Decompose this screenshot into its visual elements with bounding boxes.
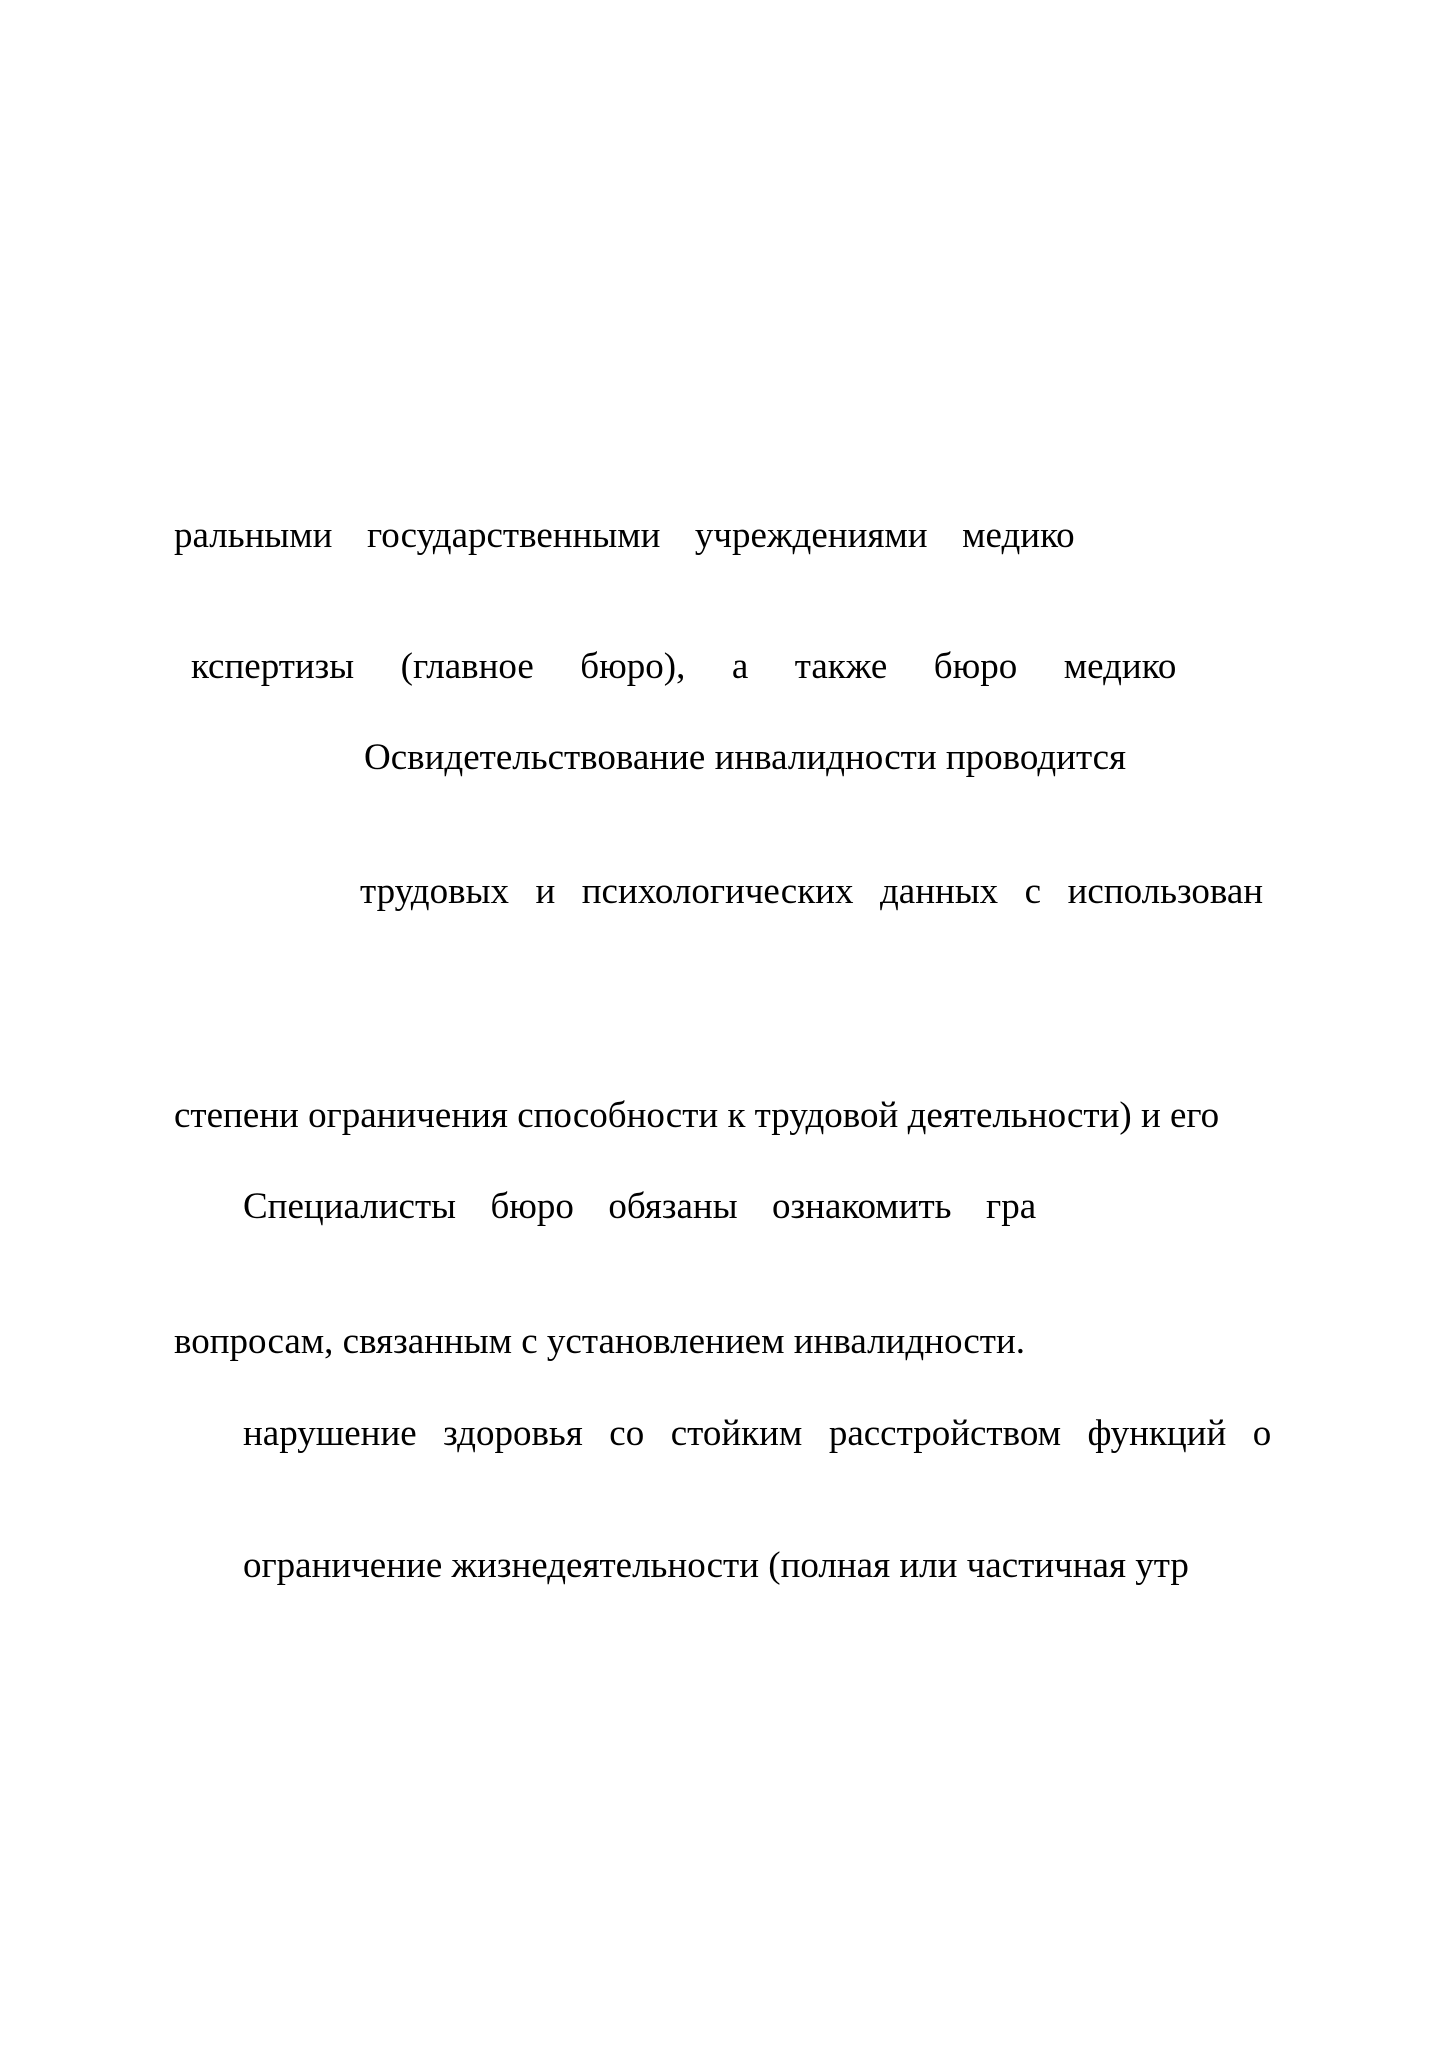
text-line-1: ральными государственными учреждениями медико: [174, 515, 1075, 556]
text-line-6: Специалисты бюро обязаны ознакомить гра: [243, 1186, 1037, 1227]
text-line-5: степени ограничения способности к трудовой деятельности) и его: [174, 1095, 1220, 1136]
text-line-2: кспертизы (главное бюро), а также бюро медико: [191, 646, 1177, 687]
text-line-7: вопросам, связанным с установлением инвалидности.: [174, 1321, 1026, 1362]
text-line-4: трудовых и психологических данных с использован: [360, 871, 1264, 912]
text-line-3: Освидетельствование инвалидности проводится: [364, 737, 1127, 778]
text-line-8: нарушение здоровья со стойким расстройством функций о: [243, 1413, 1272, 1454]
text-line-9: ограничение жизнедеятельности (полная или частичная утр: [243, 1545, 1189, 1586]
